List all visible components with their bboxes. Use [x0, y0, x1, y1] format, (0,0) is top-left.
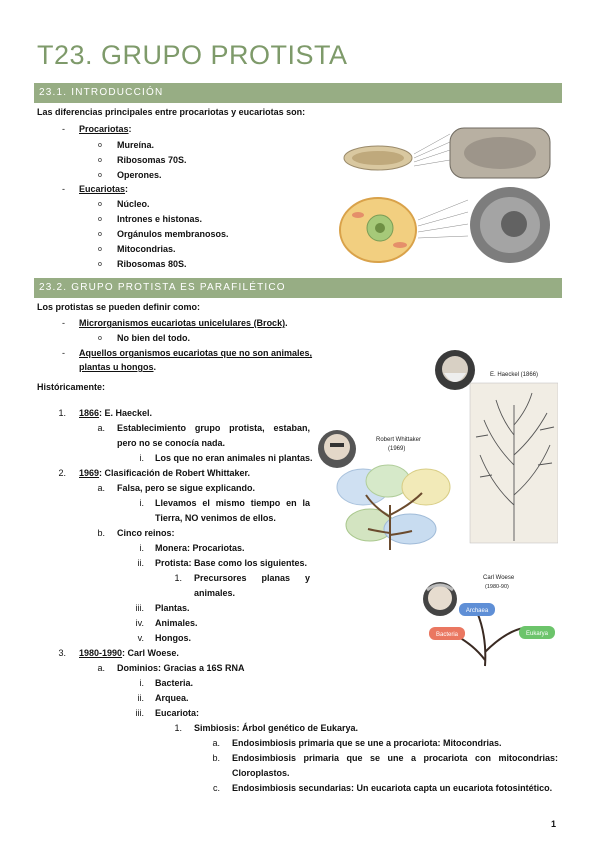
definition-not-animals-cont: plantas u hongos.: [79, 362, 157, 372]
simbiosis-a: Endosimbiosis primaria que se une a procariota: Mitocondrias.: [232, 738, 502, 748]
definition-not-animals: Aquellos organismos eucariotas que no son animales,: [79, 348, 313, 358]
list-roman: i.: [139, 543, 144, 553]
dominio-eucariota: Eucariota:: [155, 708, 200, 718]
reino-animales: Animales.: [155, 618, 198, 628]
protistas-lead: Los protistas se pueden definir como:: [37, 302, 201, 312]
woese-eukarya-label: Eukarya: [525, 631, 549, 637]
dash-marker: -: [62, 348, 65, 358]
bullet-marker: o: [98, 231, 102, 238]
woese-bacteria-label: Bacteria: [435, 632, 459, 638]
procariotas-label: Procariotas:: [79, 124, 132, 134]
bullet-marker: o: [98, 335, 102, 342]
list-roman: ii.: [137, 693, 144, 703]
reino-monera: Monera: Procariotas.: [155, 543, 245, 553]
procariotas-item: Ribosomas 70S.: [117, 155, 187, 165]
list-number: 2.: [58, 468, 66, 478]
bullet-marker: o: [98, 157, 102, 164]
list-letter: b.: [212, 753, 220, 763]
dominio-bacteria: Bacteria.: [155, 678, 194, 688]
history-item-1980: 1980-1990: Carl Woese.: [79, 648, 179, 658]
definition-brock-note: No bien del todo.: [117, 333, 190, 343]
bullet-marker: o: [98, 261, 102, 268]
bullet-marker: o: [98, 201, 102, 208]
whittaker-label-line1: Robert Whittaker: [376, 437, 422, 443]
page-title: T23. GRUPO PROTISTA: [37, 40, 348, 70]
list-roman: iii.: [135, 708, 144, 718]
simbiosis-b-line1: Endosimbiosis primaria que se une a procariota con mitocondrias:: [232, 753, 558, 763]
simbiosis-b-line2: Cloroplastos.: [232, 768, 290, 778]
historicamente-label: Históricamente:: [37, 382, 106, 392]
history-item-1969: 1969: Clasificación de Robert Whittaker.: [79, 468, 251, 478]
history-1866-a-i: Los que no eran animales ni plantas.: [155, 453, 313, 463]
reino-hongos: Hongos.: [155, 633, 191, 643]
eucariotas-item: Mitocondrias.: [117, 244, 176, 254]
whittaker-label-line2: (1969): [388, 446, 406, 452]
list-letter: a.: [97, 663, 105, 673]
bullet-marker: o: [98, 246, 102, 253]
reino-protista: Protista: Base como los siguientes.: [155, 558, 308, 568]
simbiosis-c: Endosimbiosis secundarias: Un eucariota capta un eucariota fotosintético.: [232, 783, 553, 793]
woese-figure: [415, 570, 560, 670]
dominio-arquea: Arquea.: [155, 693, 189, 703]
eucariotas-item: Ribosomas 80S.: [117, 259, 187, 269]
list-roman: i.: [139, 498, 144, 508]
cell-comparison-figure: [338, 120, 556, 270]
dash-marker: -: [62, 124, 65, 134]
list-number: 1.: [58, 408, 66, 418]
list-roman: i.: [139, 453, 144, 463]
history-item-1866: 1866: E. Haeckel.: [79, 408, 153, 418]
eucariotas-item: Núcleo.: [117, 199, 150, 209]
woese-label-line1: Carl Woese: [483, 575, 515, 581]
dash-marker: -: [62, 318, 65, 328]
bullet-marker: o: [98, 172, 102, 179]
history-1980-a: Dominios: Gracias a 16S RNA: [117, 663, 245, 673]
history-1969-a: Falsa, pero se sigue explicando.: [117, 483, 256, 493]
history-1969-b: Cinco reinos:: [117, 528, 175, 538]
dash-marker: -: [62, 184, 65, 194]
whittaker-figure: [318, 425, 458, 555]
list-number: 3.: [58, 648, 66, 658]
history-1969-a-i-line1: Llevamos el mismo tiempo en la: [155, 498, 310, 508]
list-roman: v.: [137, 633, 144, 643]
list-roman: i.: [139, 678, 144, 688]
reino-protista-sub-line2: animales.: [194, 588, 236, 598]
list-sub-number: 1.: [174, 723, 182, 733]
list-roman: ii.: [137, 558, 144, 568]
woese-archaea-label: Archaea: [465, 608, 489, 614]
list-roman: iii.: [135, 603, 144, 613]
history-1866-a-line1: Establecimiento grupo protista, estaban,: [117, 423, 310, 433]
list-letter: a.: [97, 483, 105, 493]
procariotas-item: Operones.: [117, 170, 162, 180]
list-letter: a.: [212, 738, 220, 748]
list-letter: b.: [97, 528, 105, 538]
woese-label-line2: (1980-90): [485, 584, 509, 590]
list-roman: iv.: [135, 618, 144, 628]
list-letter: c.: [212, 783, 220, 793]
bullet-marker: o: [98, 216, 102, 223]
bullet-marker: o: [98, 142, 102, 149]
history-1866-a-line2: pero no se conocía nada.: [117, 438, 226, 448]
intro-lead: Las diferencias principales entre procariotas y eucariotas son:: [37, 107, 306, 117]
page-number: 1: [550, 819, 556, 829]
list-letter: a.: [97, 423, 105, 433]
definition-brock: Microrganismos eucariotas unicelulares (Brock).: [79, 318, 288, 328]
eucariotas-item: Intrones e histonas.: [117, 214, 203, 224]
haeckel-label: E. Haeckel (1866): [490, 372, 539, 378]
section-heading-introduccion: 23.1. INTRODUCCIÓN: [34, 83, 562, 103]
list-sub-number: 1.: [174, 573, 182, 583]
eucariotas-label: Eucariotas:: [79, 184, 129, 194]
history-1969-a-i-line2: Tierra, NO venimos de ellos.: [155, 513, 276, 523]
simbiosis: Simbiosis: Árbol genético de Eukarya.: [194, 723, 359, 733]
reino-plantas: Plantas.: [155, 603, 190, 613]
procariotas-item: Mureína.: [117, 140, 155, 150]
reino-protista-sub-line1: Precursores planas y: [194, 573, 310, 583]
section-heading-parafiletico: 23.2. GRUPO PROTISTA ES PARAFILÉTICO: [34, 278, 562, 298]
eucariotas-item: Orgánulos membranosos.: [117, 229, 229, 239]
